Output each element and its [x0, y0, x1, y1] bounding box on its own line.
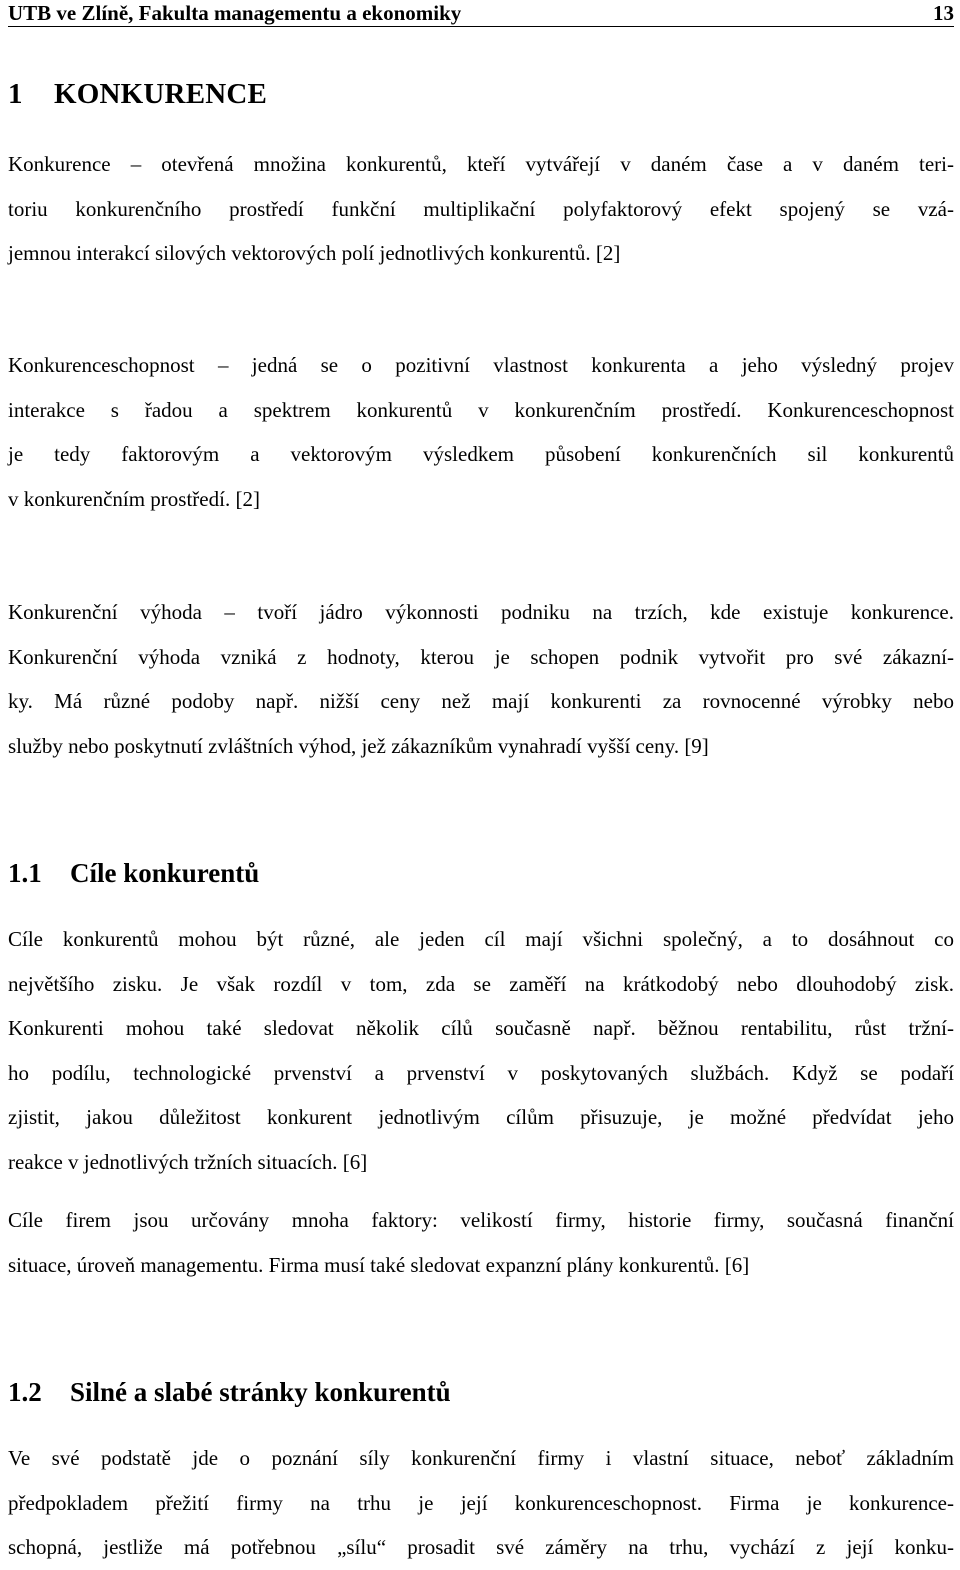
paragraph-line: Konkurence – otevřená množina konkurentů, kteří vytvářejí v daném čase a v daném teri-: [8, 152, 954, 176]
section-title-text: Silné a slabé stránky konkurentů: [70, 1377, 451, 1407]
paragraph-silne-slabe: [8, 1436, 954, 1570]
paragraph-cile-firem: [8, 1198, 954, 1287]
paragraph-line: Cíle konkurentů mohou být různé, ale jeden cíl mají všichni společný, a to dosáhnout co: [8, 927, 954, 951]
chapter-number: 1: [8, 78, 23, 110]
paragraph-line: Konkurenční výhoda vzniká z hodnoty, kterou je schopen podnik vytvořit pro své zákazní-: [8, 644, 954, 669]
paragraph-line: situace, úroveň managementu. Firma musí také sledovat expanzní plány konkurentů. [6]: [8, 1252, 750, 1277]
paragraph-line: Konkurenční výhoda – tvoří jádro výkonnosti podniku na trzích, kde existuje konkurence.: [8, 600, 954, 624]
section-number: 1.2: [8, 1377, 42, 1407]
paragraph-line: Ve své podstatě jde o poznání síly konkurenční firmy i vlastní situace, neboť základním: [8, 1446, 954, 1470]
paragraph-line: reakce v jednotlivých tržních situacích. [6]: [8, 1149, 368, 1174]
section-title-cile: [8, 858, 259, 889]
paragraph-line: schopná, jestliže má potřebnou „sílu“ prosadit své záměry na trhu, vychází z její konku-: [8, 1535, 954, 1559]
paragraph-line: je tedy faktorovým a vektorovým výsledkem působení konkurenčních sil konkurentů: [8, 442, 954, 466]
paragraph-line: Cíle firem jsou určovány mnoha faktory: velikostí firmy, historie firmy, současná finanční: [8, 1208, 954, 1232]
paragraph-konkurencni-vyhoda: [8, 590, 954, 768]
page-number: 13: [933, 1, 954, 25]
paragraph-line: předpokladem přežití firmy na trhu je její konkurenceschopnost. Firma je konkurence-: [8, 1490, 954, 1515]
paragraph-line: ky. Má různé podoby např. nižší ceny než mají konkurenti za rovnocenné výrobky nebo: [8, 689, 954, 713]
paragraph-line: služby nebo poskytnutí zvláštních výhod, jež zákazníkům vynahradí vyšší ceny. [9]: [8, 733, 709, 758]
paragraph-line: toriu konkurenčního prostředí funkční multiplikační polyfaktorový efekt spojený se vzá-: [8, 196, 954, 221]
paragraph-cile-konkurentu: [8, 917, 954, 1184]
section-number: 1.1: [8, 858, 42, 888]
header-institution: UTB ve Zlíně, Fakulta managementu a ekonomiky: [8, 1, 462, 25]
paragraph-line: zjistit, jakou důležitost konkurent jednotlivým cílům přisuzuje, je možné předvídat jeho: [8, 1105, 954, 1129]
running-header: [8, 0, 954, 27]
section-title-silne-slabe: [8, 1377, 451, 1408]
chapter-title: [8, 78, 267, 111]
paragraph-line: v konkurenčním prostředí. [2]: [8, 486, 260, 511]
paragraph-konkurence: [8, 142, 954, 276]
paragraph-line: největšího zisku. Je však rozdíl v tom, zda se zaměří na krátkodobý nebo dlouhodobý zisk.: [8, 971, 954, 996]
section-title-text: Cíle konkurentů: [70, 858, 260, 888]
chapter-title-text: KONKURENCE: [54, 78, 268, 110]
paragraph-line: ho podílu, technologické prvenství a prvenství v poskytovaných službách. Když se podaří: [8, 1060, 954, 1085]
paragraph-line: interakce s řadou a spektrem konkurentů v konkurenčním prostředí. Konkurenceschopnost: [8, 397, 954, 422]
paragraph-line: Konkurenceschopnost – jedná se o pozitivní vlastnost konkurenta a jeho výsledný projev: [8, 353, 954, 377]
paragraph-konkurenceschopnost: [8, 343, 954, 521]
paragraph-line: jemnou interakcí silových vektorových polí jednotlivých konkurentů. [2]: [8, 241, 621, 265]
paragraph-line: Konkurenti mohou také sledovat několik cílů současně např. běžnou rentabilitu, růst tržní-: [8, 1016, 954, 1040]
